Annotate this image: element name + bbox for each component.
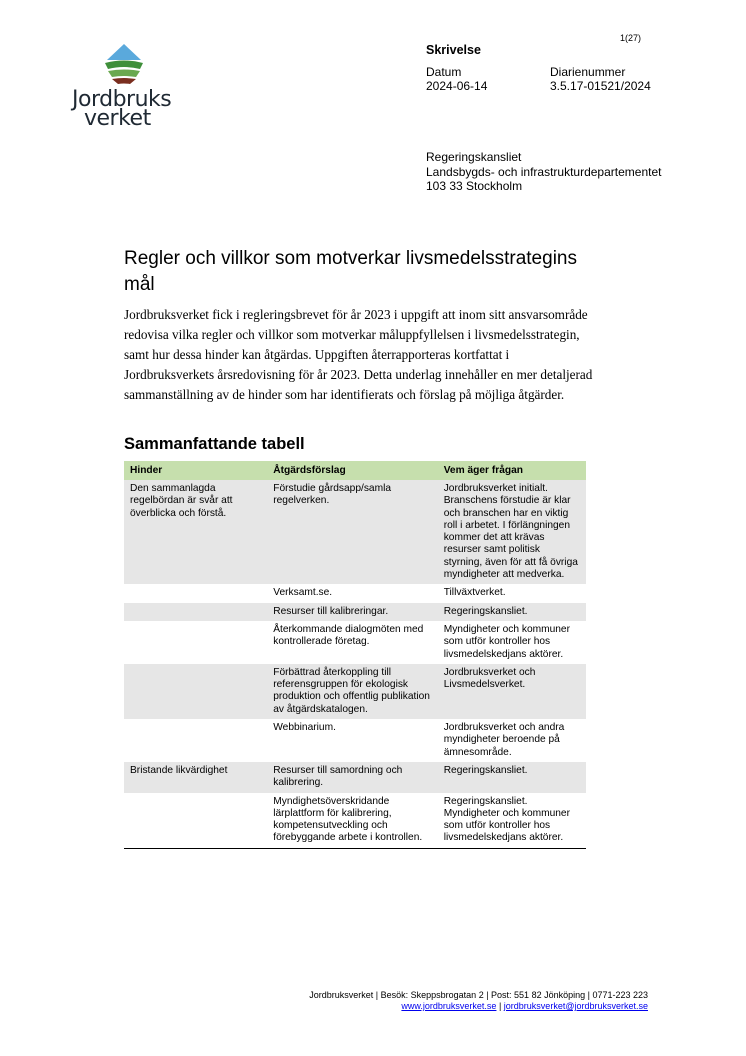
column-header: Åtgärdsförslag — [267, 461, 437, 480]
table-cell: Verksamt.se. — [273, 587, 333, 599]
jordbruksverket-logo-mark-icon — [72, 40, 182, 92]
summary-table — [124, 461, 586, 849]
email-link[interactable]: jordbruksverket@jordbruksverket.se — [503, 1001, 648, 1011]
recipient-line: Landsbygds- och infrastrukturdepartementet — [426, 164, 662, 179]
table-row — [124, 584, 586, 602]
table-row — [124, 664, 586, 719]
table-cell — [124, 603, 267, 621]
table-cell: Webbinarium. — [273, 722, 336, 734]
table-cell — [124, 621, 267, 664]
logo — [72, 40, 182, 132]
recipient-address — [426, 150, 661, 194]
section-heading: Sammanfattande tabell — [124, 435, 305, 453]
logo-text-line2: verket — [84, 106, 151, 131]
recipient-line: Regeringskansliet — [426, 150, 522, 164]
table-cell: Jordbruksverket och andra myndigheter beroende på ämnesområde. — [443, 722, 565, 758]
table-cell — [124, 793, 267, 849]
date-value: 2024-06-14 — [426, 79, 488, 93]
footer-contact: Jordbruksverket | Besök: Skeppsbrogatan 2 | Post: 551 82 Jönköping | 0771-223 223 — [309, 990, 648, 1000]
logo-text-line1: Jordbruks — [72, 87, 172, 112]
intro-paragraph: Jordbruksverket fick i regleringsbrevet för år 2023 i uppgift att inom sitt ansvarsområde redovisa vilka regler och villkor som motverkar måluppfyllelsen i livsmedelsstrategin, samt hur dessa hinder kan åtgärdas. Uppgiften återrapporteras kortfattat i Jordbruksverkets årsredovisning för år 2023. Detta underlag innehåller en mer detaljerad sammanställning av de hinder som har identifierats och förslag på möjliga åtgärder. — [124, 307, 593, 402]
table-cell: Förbättrad återkoppling till referensgruppen för ekologisk produktion och offentlig publikation av åtgärdskatalogen. — [267, 664, 437, 719]
table-row — [124, 603, 586, 621]
table-cell: Regeringskansliet. — [438, 603, 586, 621]
table-cell: Tillväxtverket. — [443, 587, 506, 599]
column-header: Vem äger frågan — [438, 461, 586, 480]
table-cell: Jordbruksverket initialt. Branschens förstudie är klar och branschen har en viktig roll i arbetet. I förlängningen kommer det att krävas resurser samt politisk styrning, även för att få övriga myndigheter att medverka. — [438, 480, 586, 584]
table-cell: Regeringskansliet. — [438, 762, 586, 793]
table-header-row — [124, 461, 586, 480]
recipient-line: 103 33 Stockholm — [426, 179, 523, 193]
date-label: Datum — [426, 65, 462, 79]
table-cell: Regeringskansliet. Myndigheter och kommuner som utför kontroller hos livsmedelskedjans aktörer. — [438, 793, 586, 849]
footer-links — [309, 1001, 648, 1012]
table-cell: Förstudie gårdsapp/samla regelverken. — [267, 480, 437, 584]
table-row — [124, 621, 586, 664]
document-title: Regler och villkor som motverkar livsmedelsstrategins mål — [124, 248, 577, 295]
reference-value: 3.5.17-01521/2024 — [550, 79, 651, 93]
footer-separator: | — [496, 1001, 504, 1011]
table-row — [124, 719, 586, 762]
table-cell: Myndigheter och kommuner som utför kontroller hos livsmedelskedjans aktörer. — [443, 623, 570, 660]
table-cell: Jordbruksverket och Livsmedelsverket. — [438, 664, 586, 719]
table-cell: Resurser till kalibreringar. — [267, 603, 437, 621]
column-header: Hinder — [124, 461, 267, 480]
document-type: Skrivelse — [426, 43, 481, 57]
page-number: 1(27) — [620, 33, 642, 43]
table-cell — [124, 664, 267, 719]
reference-label: Diarienummer — [550, 65, 626, 79]
table-row — [124, 480, 586, 584]
page-footer — [309, 990, 648, 1012]
table-cell: Den sammanlagda regelbördan är svår att överblicka och förstå. — [124, 480, 267, 584]
table-cell — [124, 584, 267, 602]
table-cell: Bristande likvärdighet — [124, 762, 267, 793]
table-cell: Återkommande dialogmöten med kontrollerade företag. — [273, 623, 424, 648]
website-link[interactable]: www.jordbruksverket.se — [401, 1001, 497, 1011]
table-cell: Resurser till samordning och kalibrering. — [267, 762, 437, 793]
table-row — [124, 793, 586, 849]
table-cell — [124, 719, 267, 762]
table-row — [124, 762, 586, 793]
table-cell: Myndighetsöverskridande lärplattform för kalibrering, kompetensutveckling och förebyggande arbete i kontrollen. — [267, 793, 437, 849]
